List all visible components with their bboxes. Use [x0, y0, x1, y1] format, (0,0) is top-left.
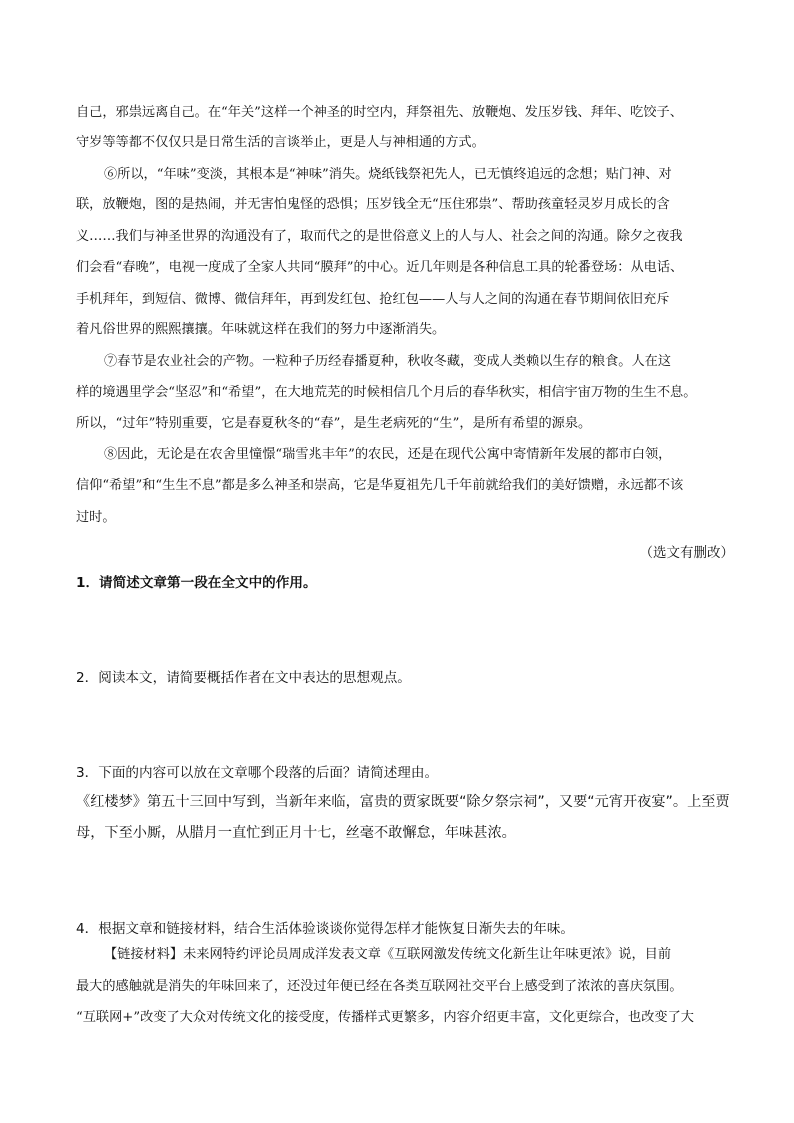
paragraph-8-line: 信仰“希望”和“生生不息”都是多么神圣和崇高，它是华夏祖先几千年前就给我们的美好馈赠，永远都不该 — [76, 478, 684, 493]
link-material-line: 最大的感触就是消失的年味回来了，还没过年便已经在各类互联网社交平台上感受到了浓浓的喜庆氛围。 — [76, 979, 683, 994]
paragraph-7-line: ⑦春节是农业社会的产物。一粒种子历经春播夏种，秋收冬藏，变成人类赖以生存的粮食。人在这 — [104, 354, 672, 369]
paragraph-6-line: 着凡俗世界的熙熙攘攘。年味就这样在我们的努力中逐渐消失。 — [76, 322, 446, 337]
paragraph-5-line: 守岁等等都不仅仅只是日常生活的言谈举止，更是人与神相通的方式。 — [76, 135, 485, 150]
question-3-material-line: 母，下至小厮，从腊月一直忙到正月十七，丝毫不敢懈怠，年味甚浓。 — [76, 825, 516, 841]
paragraph-6-line: 义……我们与神圣世界的沟通没有了，取而代之的是世俗意义上的人与人、社会之间的沟通。除夕之夜我 — [76, 229, 683, 244]
paragraph-8-line: 过时。 — [76, 510, 116, 525]
paragraph-7-line: 样的境遇里学会“坚忍”和“希望”，在大地荒芜的时候相信几个月后的春华秋实，相信宇宙万物的生生不息。 — [76, 385, 697, 400]
paragraph-6-line: 联，放鞭炮，图的是热闹，并无害怕鬼怪的恐惧；压岁钱全无“压住邪祟”、帮助孩童轻灵岁月成长的含 — [76, 197, 670, 212]
link-material-line: 【链接材料】未来网特约评论员周成洋发表文章《互联网激发传统文化新生让年味更浓》说，目前 — [104, 947, 672, 962]
question-3: 3．下面的内容可以放在文章哪个段落的后面？请简述理由。 — [76, 765, 439, 781]
question-2: 2．阅读本文，请简要概括作者在文中表达的思想观点。 — [76, 670, 411, 686]
paragraph-6-line: ⑥所以，“年味”变淡，其根本是“神味”消失。烧纸钱祭祀先人，已无慎终追远的念想；贴门神、对 — [104, 167, 672, 182]
question-3-material-line: 《红楼梦》第五十三回中写到，当新年来临，富贵的贾家既要“除夕祭宗祠”，又要“元宵开夜宴”。上至贾 — [76, 794, 730, 810]
paragraph-8-line: ⑧因此，无论是在农舍里憧憬“瑞雪兆丰年”的农民，还是在现代公寓中寄情新年发展的都市白领， — [104, 447, 672, 462]
source-note: （选文有删改） — [639, 545, 734, 561]
question-4: 4．根据文章和链接材料，结合生活体验谈谈你觉得怎样才能恢复日渐失去的年味。 — [76, 921, 575, 937]
link-material-line: “互联网+”改变了大众对传统文化的接受度，传播样式更繁多，内容介绍更丰富，文化更综合，也改变了大 — [76, 1010, 694, 1025]
paragraph-7-line: 所以，“过年”特别重要，它是春夏秋冬的“春”，是生老病死的“生”，是所有希望的源泉。 — [76, 416, 592, 431]
paragraph-5-line: 自己，邪祟远离自己。在“年关”这样一个神圣的时空内，拜祭祖先、放鞭炮、发压岁钱、拜年、吃饺子、 — [76, 105, 683, 120]
paragraph-6-line: 们会看“春晚”，电视一度成了全家人共同“膜拜”的中心。近几年则是各种信息工具的轮番登场：从电话、 — [76, 260, 684, 275]
paragraph-6-line: 手机拜年，到短信、微博、微信拜年，再到发红包、抢红包——人与人之间的沟通在春节期间依旧充斥 — [76, 292, 670, 307]
question-1: 1．请简述文章第一段在全文中的作用。 — [76, 575, 317, 591]
